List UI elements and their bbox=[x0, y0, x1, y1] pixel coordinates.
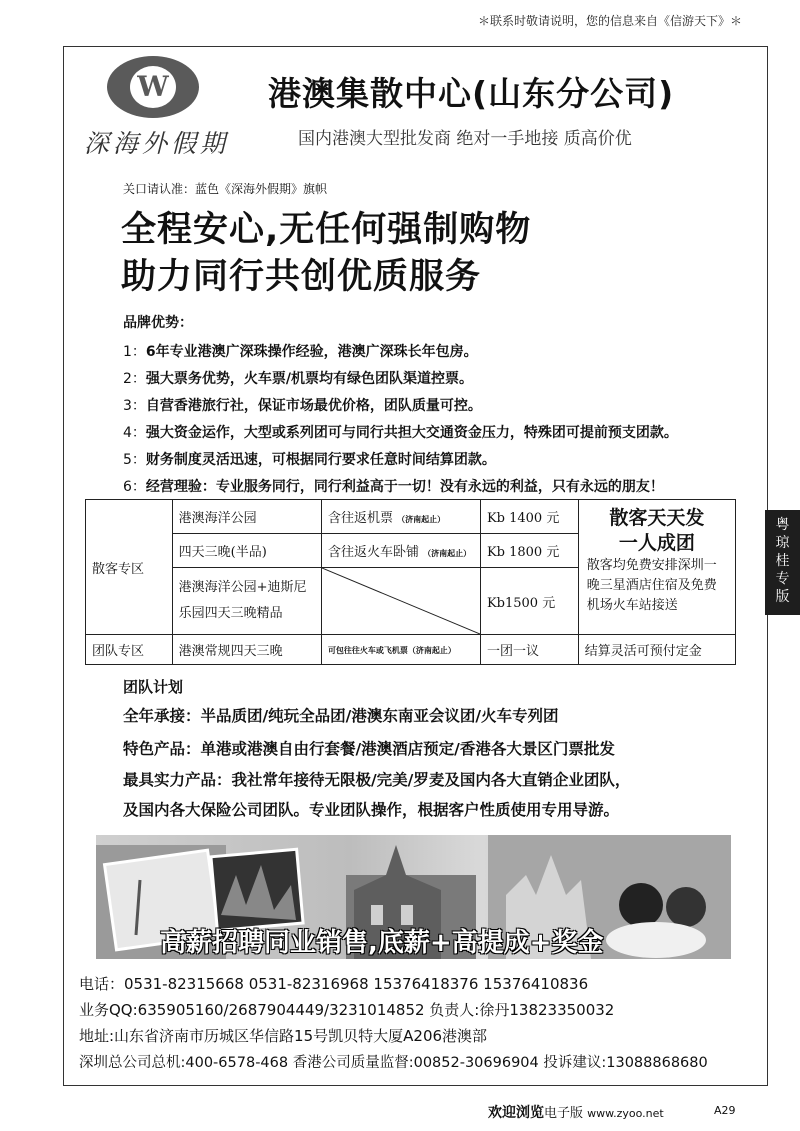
flag-notice: 关口请认准：蓝色《深海外假期》旗帜 bbox=[123, 182, 328, 196]
side-tab: 粤 琼 桂 专 版 bbox=[765, 510, 800, 615]
team-plan-item: 特色产品：单港或港澳自由行套餐/港澳酒店预定/香港各大景区门票批发 bbox=[123, 740, 615, 758]
advantage-item: 5：财务制度灵活迅速，可根据同行要求任意时间结算团款。 bbox=[123, 452, 496, 468]
team-plan-title: 团队计划 bbox=[123, 678, 184, 696]
contact-hotlines: 深圳总公司总机:400-6578-468 香港公司质量监督:00852-30696904 投诉建议:13088868680 bbox=[79, 1055, 708, 1071]
empty-diagonal-cell bbox=[321, 568, 480, 635]
section-fit: 散客专区 bbox=[86, 500, 173, 635]
source-note: ＊联系时敬请说明，您的信息来自《信游天下》＊ bbox=[477, 14, 742, 28]
price-cell: 一团一议 bbox=[480, 635, 578, 665]
option-flight: 含往返机票 （济南起止） bbox=[321, 500, 480, 534]
contact-qq: 业务QQ:635905160/2687904449/3231014852 负责人:徐丹13823350032 bbox=[79, 1001, 615, 1019]
contact-phone: 电话：0531-82315668 0531-82316968 15376418376 15376410836 bbox=[79, 975, 589, 993]
route-1-line-2: 四天三晚(半品) bbox=[172, 534, 321, 568]
team-plan-item: 全年承接：半品质团/纯玩全品团/港澳东南亚会议团/火车专列团 bbox=[123, 707, 559, 725]
option-transport: 可包往往火车或飞机票（济南起止） bbox=[321, 635, 480, 665]
route-1-line-1: 港澳海洋公园 bbox=[172, 500, 321, 534]
logo-mark: W bbox=[130, 66, 176, 108]
section-group: 团队专区 bbox=[86, 635, 173, 665]
promo-title-2: 一人成团 bbox=[618, 532, 695, 554]
headline-1: 全程安心,无任何强制购物 bbox=[121, 210, 532, 250]
company-subtitle: 国内港澳大型批发商 绝对一手地接 质高价优 bbox=[298, 129, 632, 149]
diagonal-line bbox=[322, 568, 480, 634]
team-note: 结算灵活可预付定金 bbox=[578, 635, 735, 665]
recruitment-slogan: 高薪招聘同业销售,底薪+高提成+奖金 bbox=[160, 928, 604, 958]
promo-title-1: 散客天天发 bbox=[609, 507, 705, 529]
promo-cell bbox=[578, 500, 735, 635]
advantage-item: 2：强大票务优势，火车票/机票均有绿色团队渠道控票。 bbox=[123, 371, 474, 387]
page-number: A29 bbox=[714, 1104, 736, 1117]
price-cell: Kb 1800 元 bbox=[480, 534, 578, 568]
price-table bbox=[85, 499, 736, 665]
company-name: 港澳集散中心(山东分公司) bbox=[268, 74, 675, 113]
team-plan-item: 最具实力产品：我社常年接待无限极/完美/罗麦及国内各大直销企业团队， bbox=[123, 771, 631, 789]
logo-text: 深海外假期 bbox=[84, 129, 230, 158]
advantage-item: 4：强大资金运作，大型或系列团可与同行共担大交通资金压力，特殊团可提前预支团款。 bbox=[123, 425, 678, 441]
contact-address: 地址:山东省济南市历城区华信路15号凯贝特大厦A206港澳部 bbox=[79, 1027, 488, 1045]
footer-site[interactable]: www.zyoo.net bbox=[587, 1107, 664, 1120]
price-cell: Kb1500 元 bbox=[480, 568, 578, 635]
headline-2: 助力同行共创优质服务 bbox=[121, 257, 482, 297]
promo-description: 散客均免费安排深圳一晚三星酒店住宿及免费机场火车站接送 bbox=[586, 558, 717, 613]
advantage-item: 6：经营理验：专业服务同行，同行利益高于一切！没有永远的利益，只有永远的朋友！ bbox=[123, 479, 664, 495]
advantage-item: 3：自营香港旅行社，保证市场最优价格，团队质量可控。 bbox=[123, 398, 482, 414]
footer: 欢迎浏览电子版 www.zyoo.net bbox=[488, 1105, 664, 1121]
option-train: 含往返火车卧铺 （济南起止） bbox=[321, 534, 480, 568]
advantage-item: 1：6年专业港澳广深珠操作经验，港澳广深珠长年包房。 bbox=[123, 344, 478, 360]
team-plan-item: 及国内各大保险公司团队。专业团队操作，根据客户性质使用专用导游。 bbox=[123, 801, 620, 819]
route-2: 港澳海洋公园+迪斯尼 乐园四天三晚精品 bbox=[172, 568, 321, 635]
route-3: 港澳常规四天三晚 bbox=[172, 635, 321, 665]
advantages-title: 品牌优势： bbox=[123, 315, 193, 331]
price-cell: Kb 1400 元 bbox=[480, 500, 578, 534]
